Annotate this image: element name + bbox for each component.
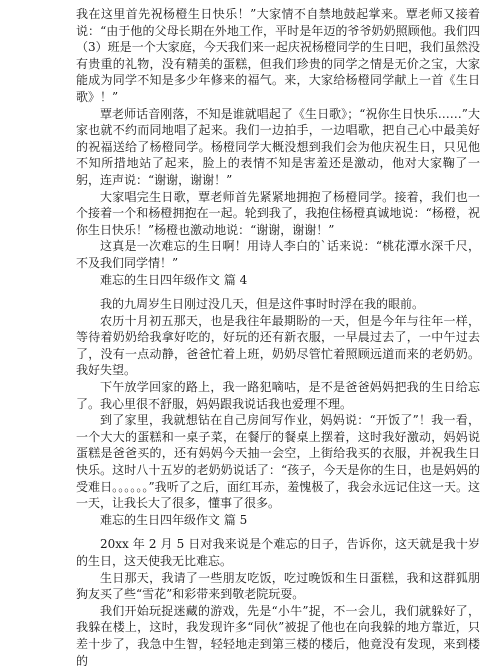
paragraph: 覃老师话音刚落，不知是谁就唱起了《生日歌》；“祝你生日快乐……”大家也就不约而同地唱了起来。我们一边拍手，一边唱歌，把自己心中最美好的祝福送给了杨橙同学。杨橙同学大概没想到我们会为他庆祝生日，只见他不知所措地站了起来，脸上的表情不知是害羞还是激动，他对大家鞠了一躬，连声说：“谢谢，谢谢！”: [76, 106, 480, 187]
paragraph: 我的九周岁生日刚过没几天，但是这件事时时浮在我的眼前。: [100, 297, 425, 312]
paragraph: 20xx 年 2 月 5 日对我来说是个难忘的日子，告诉你，这天就是我十岁的生日，这天使我无比难忘。: [76, 537, 480, 568]
section-heading-5: 难忘的生日四年级作文 篇 5: [100, 512, 248, 527]
paragraph: 农历十月初五那天，也是我往年最期盼的一天，但是今年与往年一样，等待着奶奶给我拿好吃的，好玩的还有新衣服，一早晨过去了，一中午过去了，没有一点动静，爸爸忙着上班，奶奶尽管忙着照顾远道而来的老奶奶。我好失望。: [76, 313, 480, 378]
paragraph: 我们开始玩捉迷藏的游戏，先是“小牛”捉，不一会儿，我们就躲好了，我躲在楼上，这时，我发现许多“同伙”被捉了他也在向我躲的地方靠近，只差十步了，我急中生智，轻轻地走到第三楼的楼后，他竟没有发现，来到楼的: [76, 603, 480, 668]
paragraph: 生日那天，我请了一些朋友吃饭，吃过晚饭和生日蛋糕，我和这群狐朋狗友买了些“雪花”和彩带来到敬老院玩耍。: [76, 570, 480, 602]
paragraph: 下午放学回家的路上，我一路犯嘀咕，是不是爸爸妈妈把我的生日给忘了。我心里很不舒服，妈妈跟我说话我也爱理不理。: [76, 380, 480, 411]
section-heading-4: 难忘的生日四年级作文 篇 4: [100, 272, 248, 287]
paragraph: 到了家里，我就想钻在自己房间写作业，妈妈说：“开饭了”！我一看，一个大大的蛋糕和一桌子菜，在餐厅的餐桌上摆着，这时我好激动，妈妈说蛋糕是爸爸买的，还有妈妈今天抽一会空，上街给我买的衣服，并祝我生日快乐。这时八十五岁的老奶奶说话了：“孩子，今天是你的生日，也是妈妈的受难日。。。。。。”我听了之后，面红耳赤，羞愧极了，我会永远记住这一天。这一天，让我长大了很多，懂事了很多。: [76, 413, 480, 511]
paragraph: 这真是一次难忘的生日啊！用诗人李白的`话来说：“桃花潭水深千尺，不及我们同学情！”: [76, 239, 480, 270]
document-body: [76, 6, 480, 669]
paragraph-continuation: 我在这里首先祝杨橙生日快乐！”大家情不自禁地鼓起掌来。覃老师又接着说：“由于他的父母长期在外地工作，平时是年迈的爷爷奶奶照顾他。我们四（3）班是一个大家庭，今天我们来一起庆祝杨橙同学的生日吧，我们虽然没有贵重的礼物，没有精美的蛋糕，但我们珍贵的同学之情是无价之宝，大家能成为同学不知是多少年修来的福气。来，大家给杨橙同学献上一首《生日歌》！”: [76, 7, 480, 104]
paragraph: 大家唱完生日歌，覃老师首先紧紧地拥抱了杨橙同学。接着，我们也一个接着一个和杨橙拥抱在一起。轮到我了，我抱住杨橙真诚地说：“杨橙，祝你生日快乐！”杨橙也激动地说：“谢谢，谢谢！”: [76, 189, 480, 237]
